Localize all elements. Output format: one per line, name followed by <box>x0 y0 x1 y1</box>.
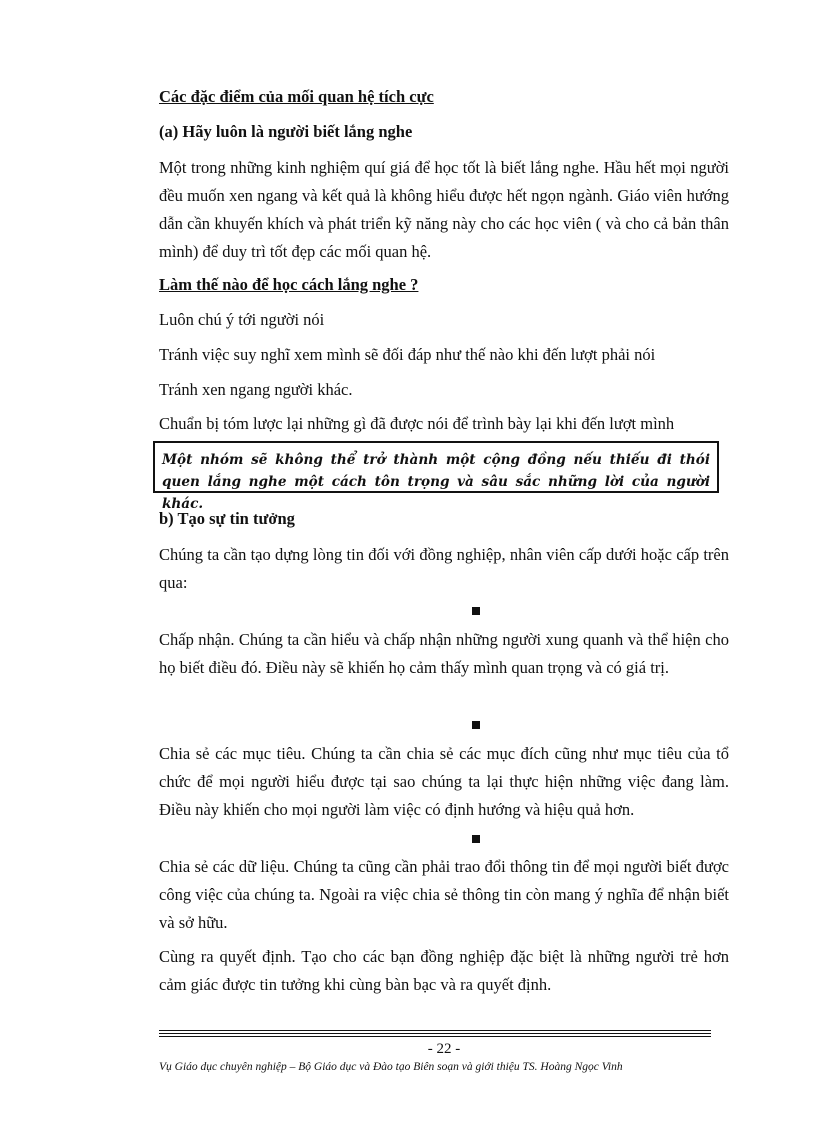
footer-rule <box>159 1036 711 1037</box>
footer-credit: Vụ Giáo dục chuyên nghiệp – Bộ Giáo dục và Đào tạo Biên soạn và giới thiệu TS. Hoàng Ngọc Vinh <box>159 1061 623 1073</box>
listen-tip-2: Tránh việc suy nghĩ xem mình sẽ đối đáp như thế nào khi đến lượt phải nói <box>159 345 656 364</box>
trust-point-goals: Chia sẻ các mục tiêu. Chúng ta cần chia sẻ các mục đích cũng như mục tiêu của tổ chức để mọi người hiểu được tại sao chúng ta lại thực hiện những việc đang làm. Điều này khiến cho mọi người làm việc có định hướng và hiệu quả hơn. <box>159 744 729 819</box>
quote-text: Một nhóm sẽ không thể trở thành một cộng đồng nếu thiếu đi thói quen lắng nghe một cách tôn trọng và sâu sắc những lời của người khác. <box>162 452 710 512</box>
listening-paragraph: Một trong những kinh nghiệm quí giá để học tốt là biết lắng nghe. Hầu hết mọi người đều muốn xen ngang và kết quả là không hiểu được hết ngọn ngành. Giáo viên hướng dẫn cần khuyến khích và phát triển kỹ năng này cho các học viên ( và cho cả bản thân mình) để duy trì tốt đẹp các mối quan hệ. <box>159 158 729 261</box>
page-number: - 22 - <box>427 1041 461 1057</box>
bullet-square-icon <box>472 721 480 729</box>
listen-tip-1: Luôn chú ý tới người nói <box>159 310 325 329</box>
trust-subheading: b) Tạo sự tin tưởng <box>159 509 295 528</box>
listen-tip-4: Chuẩn bị tóm lược lại những gì đã được nói để trình bày lại khi đến lượt mình <box>159 414 675 433</box>
quote-box <box>153 441 719 512</box>
trust-point-acceptance: Chấp nhận. Chúng ta cần hiểu và chấp nhận những người xung quanh và thể hiện cho họ biết điều đó. Điều này sẽ khiến họ cảm thấy mình quan trọng và có giá trị. <box>159 630 729 677</box>
trust-point-decisions: Cùng ra quyết định. Tạo cho các bạn đồng nghiệp đặc biệt là những người trẻ hơn cảm giác được tin tưởng khi cùng bàn bạc và ra quyết định. <box>159 947 729 994</box>
section-title: Các đặc điểm của mối quan hệ tích cực <box>159 87 434 106</box>
trust-intro: Chúng ta cần tạo dựng lòng tin đối với đồng nghiệp, nhân viên cấp dưới hoặc cấp trên qua: <box>159 545 729 592</box>
listen-tip-3: Tránh xen ngang người khác. <box>159 380 353 399</box>
footer-rule <box>159 1033 711 1034</box>
footer-rule <box>159 1030 711 1031</box>
listen-howto-title: Làm thế nào để học cách lắng nghe ? <box>159 275 419 294</box>
listening-subheading: (a) Hãy luôn là người biết lắng nghe <box>159 122 413 141</box>
bullet-square-icon <box>472 835 480 843</box>
bullet-square-icon <box>472 607 480 615</box>
trust-point-data: Chia sẻ các dữ liệu. Chúng ta cũng cần phải trao đổi thông tin để mọi người biết được công việc của chúng ta. Ngoài ra việc chia sẻ thông tin còn mang ý nghĩa để nhận biết và sở hữu. <box>159 857 729 932</box>
